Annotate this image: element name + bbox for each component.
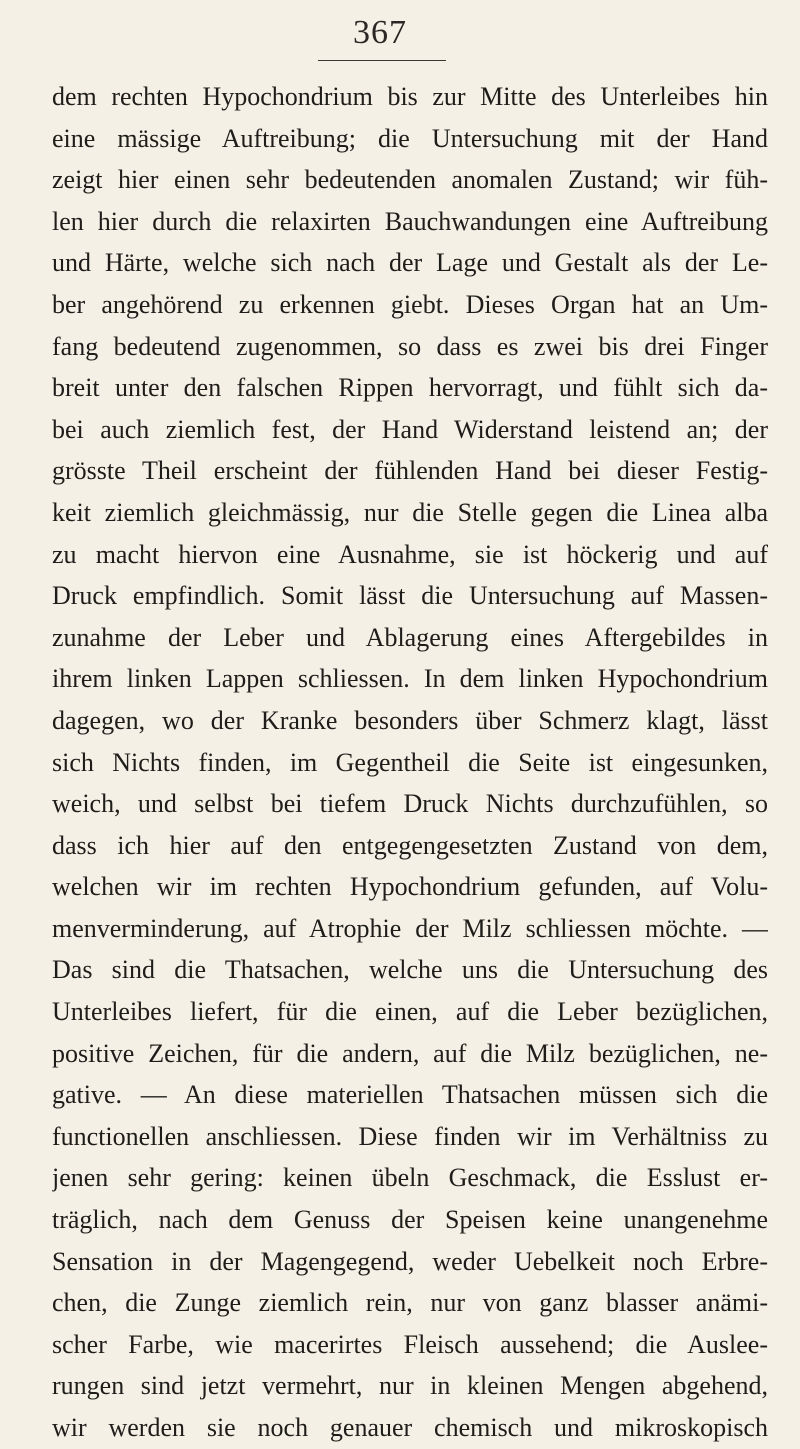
text-line: gative. — An diese materiellen Thatsachen müssen sich die — [52, 1080, 768, 1110]
text-line: Druck empfindlich. Somit lässt die Untersuchung auf Massen- — [52, 581, 768, 611]
text-line: Das sind die Thatsachen, welche uns die Untersuchung des — [52, 955, 768, 985]
page-number: 367 — [353, 14, 407, 51]
text-line: Unterleibes liefert, für die einen, auf die Leber bezüglichen, — [52, 997, 768, 1027]
text-line: dagegen, wo der Kranke besonders über Schmerz klagt, lässt — [52, 705, 768, 735]
text-line: dass ich hier auf den entgegengesetzten Zustand von dem, — [52, 830, 768, 860]
text-line: dem rechten Hypochondrium bis zur Mitte des Unterleibes hin — [52, 82, 768, 111]
text-line: und Härte, welche sich nach der Lage und Gestalt als der Le- — [52, 248, 768, 278]
text-line: bei auch ziemlich fest, der Hand Widerstand leistend an; der — [52, 414, 768, 444]
text-line: menverminderung, auf Atrophie der Milz schliessen möchte. — — [52, 913, 768, 943]
page-number-rule — [318, 60, 446, 61]
text-line: welchen wir im rechten Hypochondrium gefunden, auf Volu- — [52, 872, 768, 902]
text-line: functionellen anschliessen. Diese finden wir im Verhältniss zu — [52, 1121, 768, 1151]
text-line: rungen sind jetzt vermehrt, nur in kleinen Mengen abgehend, — [52, 1371, 768, 1401]
text-line: zeigt hier einen sehr bedeutenden anomalen Zustand; wir füh- — [52, 165, 768, 195]
text-line: grösste Theil erscheint der fühlenden Hand bei dieser Festig- — [52, 456, 768, 486]
text-line: ihrem linken Lappen schliessen. In dem linken Hypochondrium — [52, 664, 768, 694]
body-text — [52, 76, 768, 1449]
text-line: jenen sehr gering: keinen übeln Geschmack, die Esslust er- — [52, 1163, 768, 1193]
text-line: ber angehörend zu erkennen giebt. Dieses Organ hat an Um- — [52, 289, 768, 319]
text-line: keit ziemlich gleichmässig, nur die Stelle gegen die Linea alba — [52, 497, 768, 527]
text-line: positive Zeichen, für die andern, auf die Milz bezüglichen, ne- — [52, 1038, 768, 1068]
text-line: zunahme der Leber und Ablagerung eines Aftergebildes in — [52, 622, 768, 652]
text-line: fang bedeutend zugenommen, so dass es zwei bis drei Finger — [52, 331, 768, 361]
text-line: len hier durch die relaxirten Bauchwandungen eine Auftreibung — [52, 206, 768, 236]
text-line: breit unter den falschen Rippen hervorragt, und fühlt sich da- — [52, 373, 768, 403]
text-line: zu macht hiervon eine Ausnahme, sie ist höckerig und auf — [52, 539, 768, 569]
text-line: weich, und selbst bei tiefem Druck Nichts durchzufühlen, so — [52, 789, 768, 819]
text-line: scher Farbe, wie macerirtes Fleisch aussehend; die Auslee- — [52, 1329, 768, 1359]
text-line: Sensation in der Magengegend, weder Uebelkeit noch Erbre- — [52, 1246, 768, 1276]
text-line: eine mässige Auftreibung; die Untersuchung mit der Hand — [52, 123, 768, 153]
text-line: sich Nichts finden, im Gegentheil die Seite ist eingesunken, — [52, 747, 768, 777]
text-line: chen, die Zunge ziemlich rein, nur von ganz blasser anämi- — [52, 1288, 768, 1318]
text-line: wir werden sie noch genauer chemisch und mikroskopisch — [52, 1413, 768, 1442]
text-line: träglich, nach dem Genuss der Speisen keine unangenehme — [52, 1205, 768, 1235]
